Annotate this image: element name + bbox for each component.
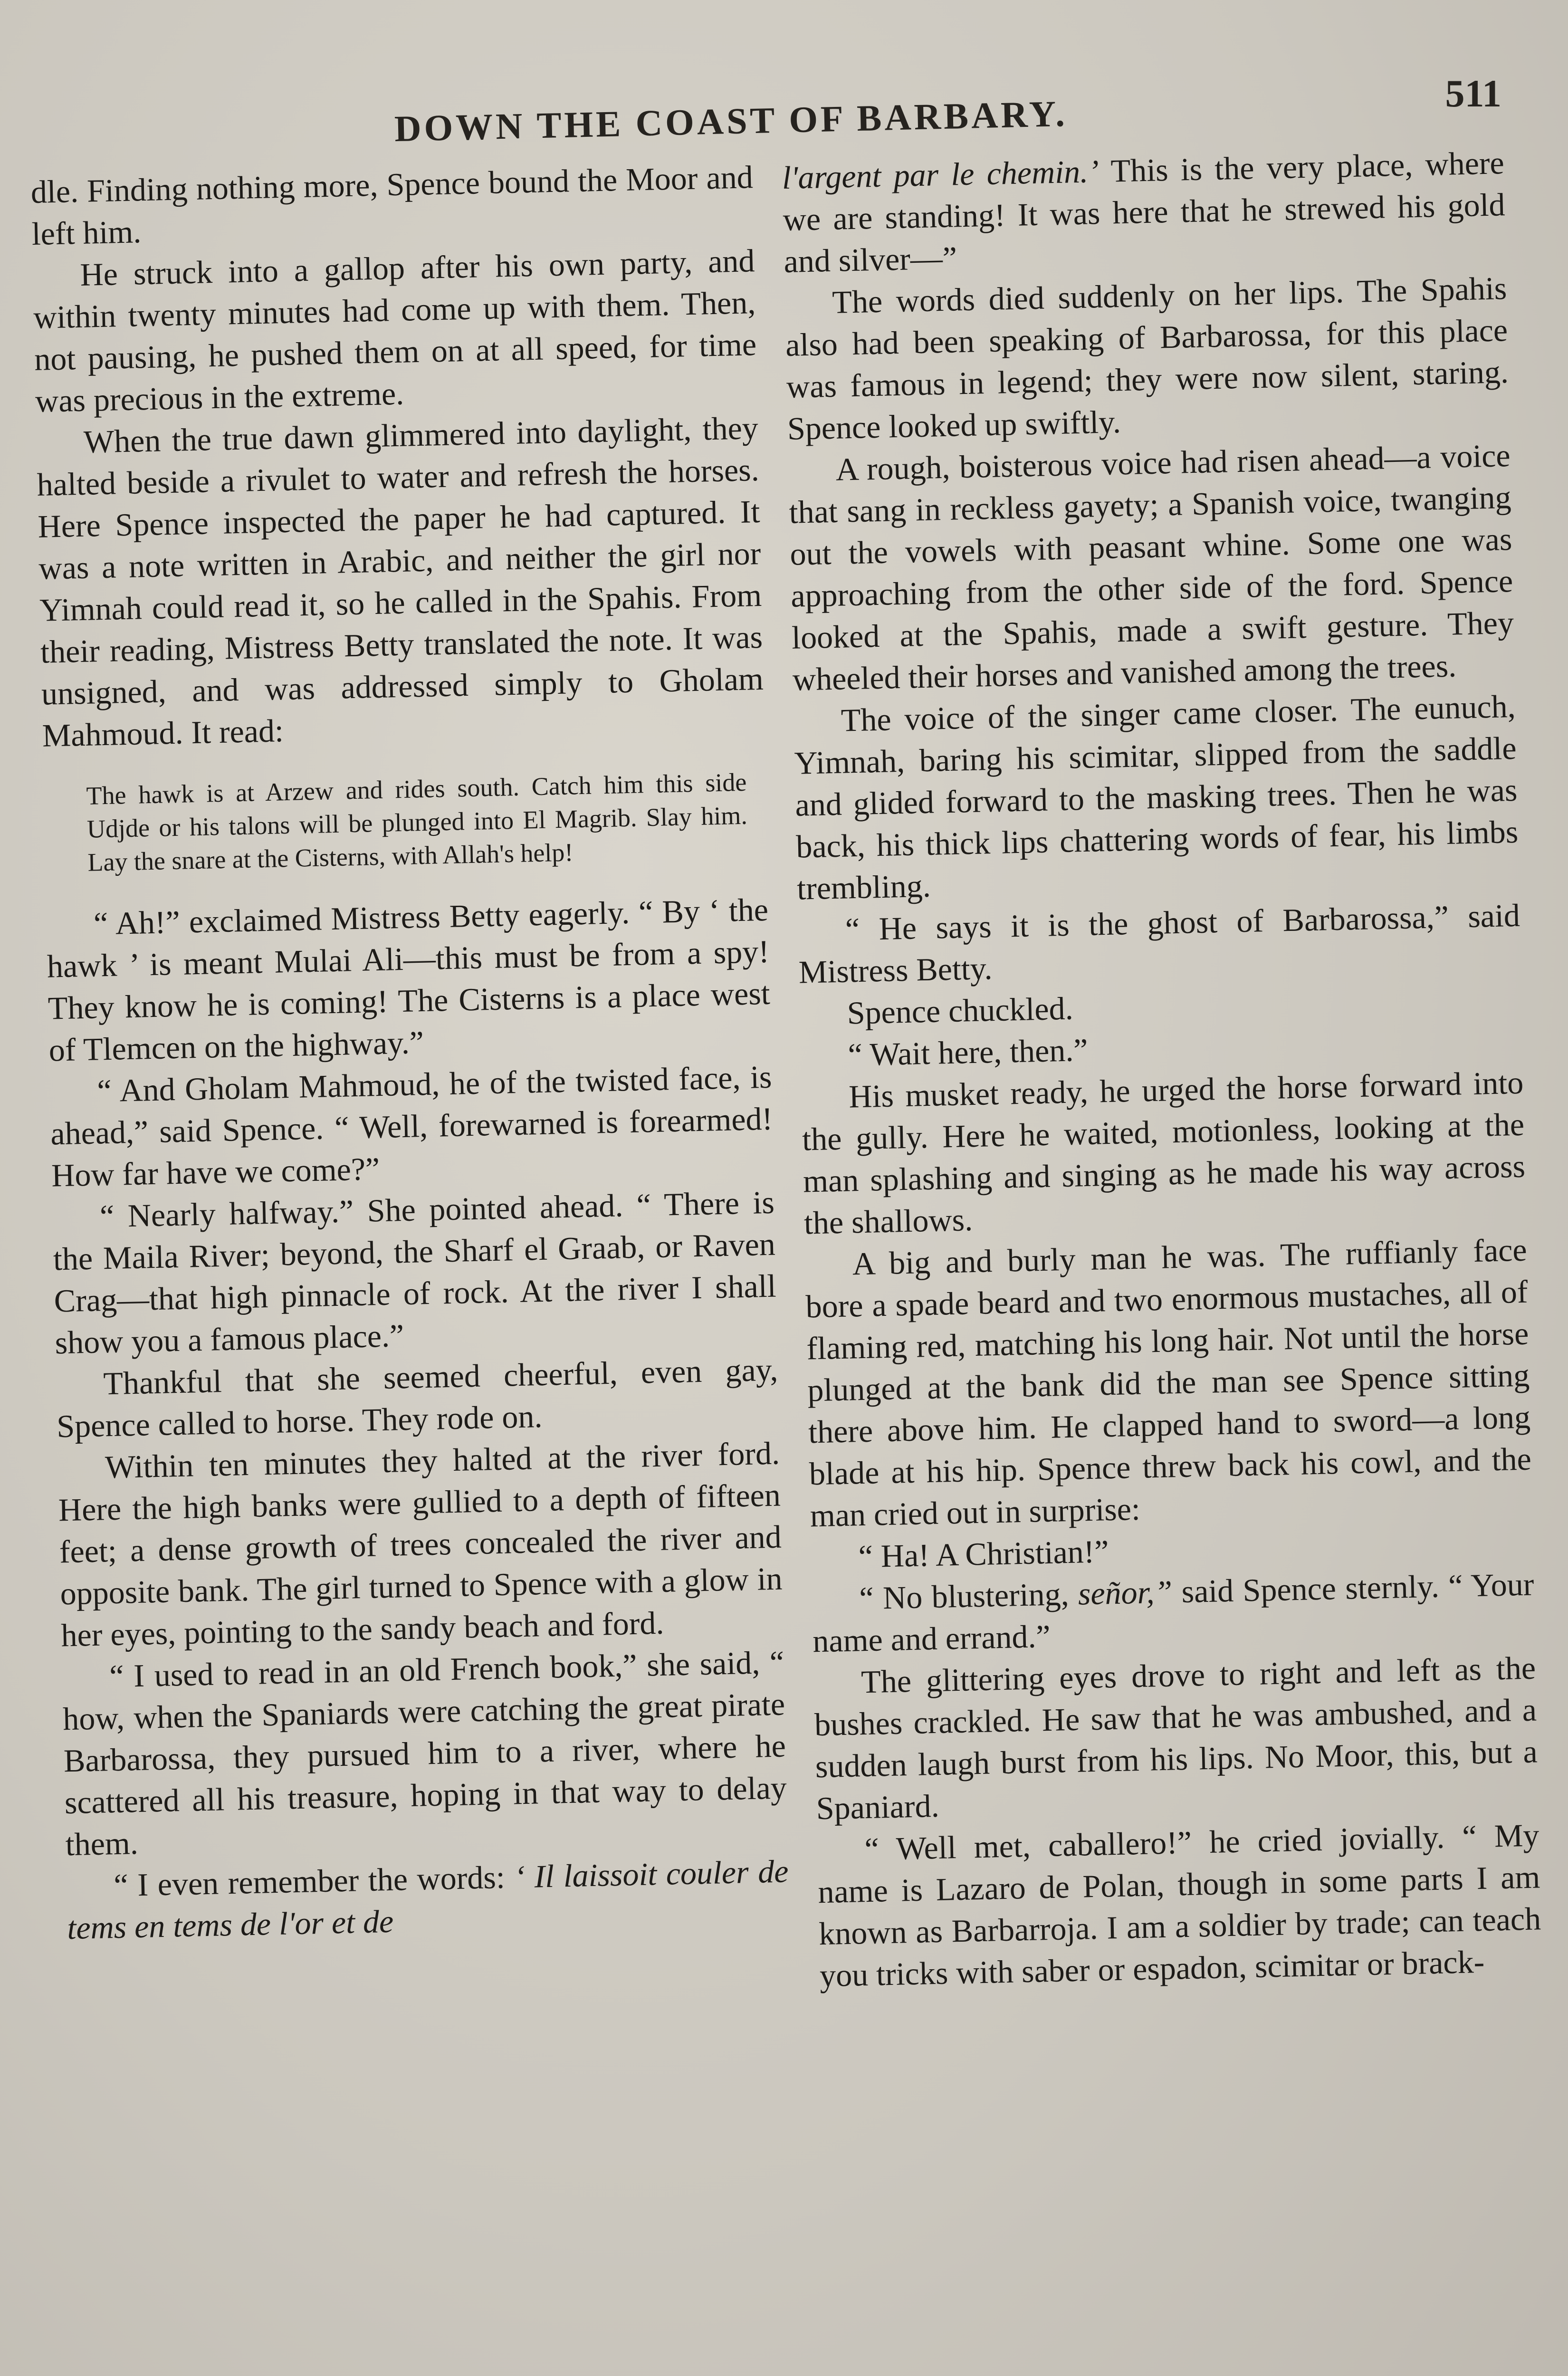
paragraph-text: This is the very place, where we are standing! It was here that he strewed his gold and silver—” bbox=[782, 144, 1506, 279]
paragraph: “ I used to read in an old French book,” she said, “ how, when the Spaniards were catching the great pirate Barbarossa, they pursued him to a river, where he scattered all his treasure, hoping in that way to delay them. bbox=[62, 1644, 787, 1863]
paragraph-text: “ No blustering, bbox=[859, 1575, 1079, 1617]
french-quote: l'argent par le chemin.’ bbox=[782, 153, 1100, 196]
paragraph: A rough, boisterous voice had risen ahead—a voice that sang in reckless gayety; a Spanish voice, twanging out the vowels with peasant whine. Some one was approaching from the other side of the ford. Spence looked at the Spahis, made a swift gesture. They wheeled their horses and vanished among the trees. bbox=[788, 437, 1514, 698]
paragraph: “ He says it is the ghost of Barbarossa,” said Mistress Betty. bbox=[798, 897, 1520, 990]
paragraph bbox=[812, 1563, 1535, 1662]
quoted-note bbox=[86, 766, 748, 879]
paragraph bbox=[782, 142, 1506, 282]
page-number: 511 bbox=[1445, 72, 1501, 115]
paragraph: The words died suddenly on her lips. The Spahis also had been speaking of Barbarossa, for this place was famous in legend; they were now silent, staring. Spence looked up swiftly. bbox=[785, 270, 1509, 447]
paragraph: A big and burly man he was. The ruffianly face bore a spade beard and two enormous mustaches, all of flaming red, matching his long hair. Not until the horse plunged at the bank did the man see Spence sitting there above him. He clapped hand to sword—a long blade at his hip. Spence threw back his cowl, and the man cried out in surprise: bbox=[805, 1231, 1532, 1534]
paragraph: His musket ready, he urged the horse forward into the gully. Here he waited, motionless, looking at the man splashing and singing as he made his way across the shallows. bbox=[802, 1064, 1526, 1241]
paragraph: “ Well met, caballero!” he cried jovially. “ My name is Lazaro de Polan, though in some parts I am known as Barbarroja. I am a soldier by trade; can teach you tricks with saber or espadon, scimitar or brack- bbox=[817, 1817, 1541, 1994]
note-text: The hawk is at Arzew and rides south. Catch him this side Udjde or his talons will be plunged into El Magrib. Slay him. Lay the snare at the Cisterns, with Allah's help! bbox=[86, 767, 748, 877]
paragraph: When the true dawn glimmered into daylight, they halted beside a rivulet to water and refresh the horses. Here Spence inspected the paper he had captured. It was a note written in Arabic, and neither the girl nor Yimnah could read it, so he called in the Spahis. From their reading, Mistress Betty translated the note. It was unsigned, and was addressed simply to Gholam Mahmoud. It read: bbox=[37, 410, 764, 754]
paragraph: “ Nearly halfway.” She pointed ahead. “ There is the Maila River; beyond, the Sharf el Graab, or Raven Crag—that high pinnacle of rock. At the river I shall show you a famous place.” bbox=[53, 1184, 777, 1361]
paragraph: “ Ha! A Christian!” bbox=[858, 1533, 1109, 1575]
paragraph: Thankful that she seemed cheerful, even gay, Spence called to horse. They rode on. bbox=[56, 1351, 778, 1445]
paragraph-text: said Spence sternly. “ Your name and errand.” bbox=[812, 1566, 1535, 1659]
paragraph: “ And Gholam Mahmoud, he of the twisted face, is ahead,” said Spence. “ Well, forewarned is forearmed! How far have we come?” bbox=[50, 1058, 773, 1194]
running-title: DOWN THE COAST OF BARBARY. bbox=[394, 92, 1068, 150]
paragraph-text: “ I even remember the words: bbox=[113, 1859, 515, 1904]
paragraph: The glittering eyes drove to right and left as the bushes crackled. He saw that he was ambushed, and a sudden laugh burst from his lips. No Moor, this, but a Spaniard. bbox=[814, 1649, 1538, 1827]
paragraph bbox=[66, 1850, 790, 1949]
left-column bbox=[30, 156, 798, 2366]
right-column bbox=[782, 142, 1549, 2352]
paragraph: dle. Finding nothing more, Spence bound the Moor and left him. bbox=[30, 159, 754, 252]
emphasis: señor,” bbox=[1078, 1573, 1173, 1612]
paragraph: “ Ah!” exclaimed Mistress Betty eagerly. “ By ‘ the hawk ’ is meant Mulai Ali—this must be from a spy! They know he is coming! The Cisterns is a place west of Tlemcen on the highway.” bbox=[47, 891, 771, 1068]
french-quote: ‘ Il laissoit couler de tems en tems de l'or et de bbox=[67, 1853, 789, 1946]
paragraph: He struck into a gallop after his own party, and within twenty minutes had come up with them. Then, not pausing, he pushed them on at all speed, for time was precious in the extreme. bbox=[33, 242, 757, 419]
paragraph: The voice of the singer came closer. The eunuch, Yimnah, baring his scimitar, slipped from the saddle and glided forward to the masking trees. Then he was back, his thick lips chattering words of fear, his limbs trembling. bbox=[794, 688, 1519, 907]
paragraph: Within ten minutes they halted at the river ford. Here the high banks were gullied to a depth of fifteen feet; a dense growth of trees concealed the river and opposite bank. The girl turned to Spence with a glow in her eyes, pointing to the sandy beach and ford. bbox=[58, 1435, 783, 1654]
paragraph: Spence chuckled. bbox=[846, 990, 1074, 1031]
paragraph: “ Wait here, then.” bbox=[847, 1031, 1089, 1073]
